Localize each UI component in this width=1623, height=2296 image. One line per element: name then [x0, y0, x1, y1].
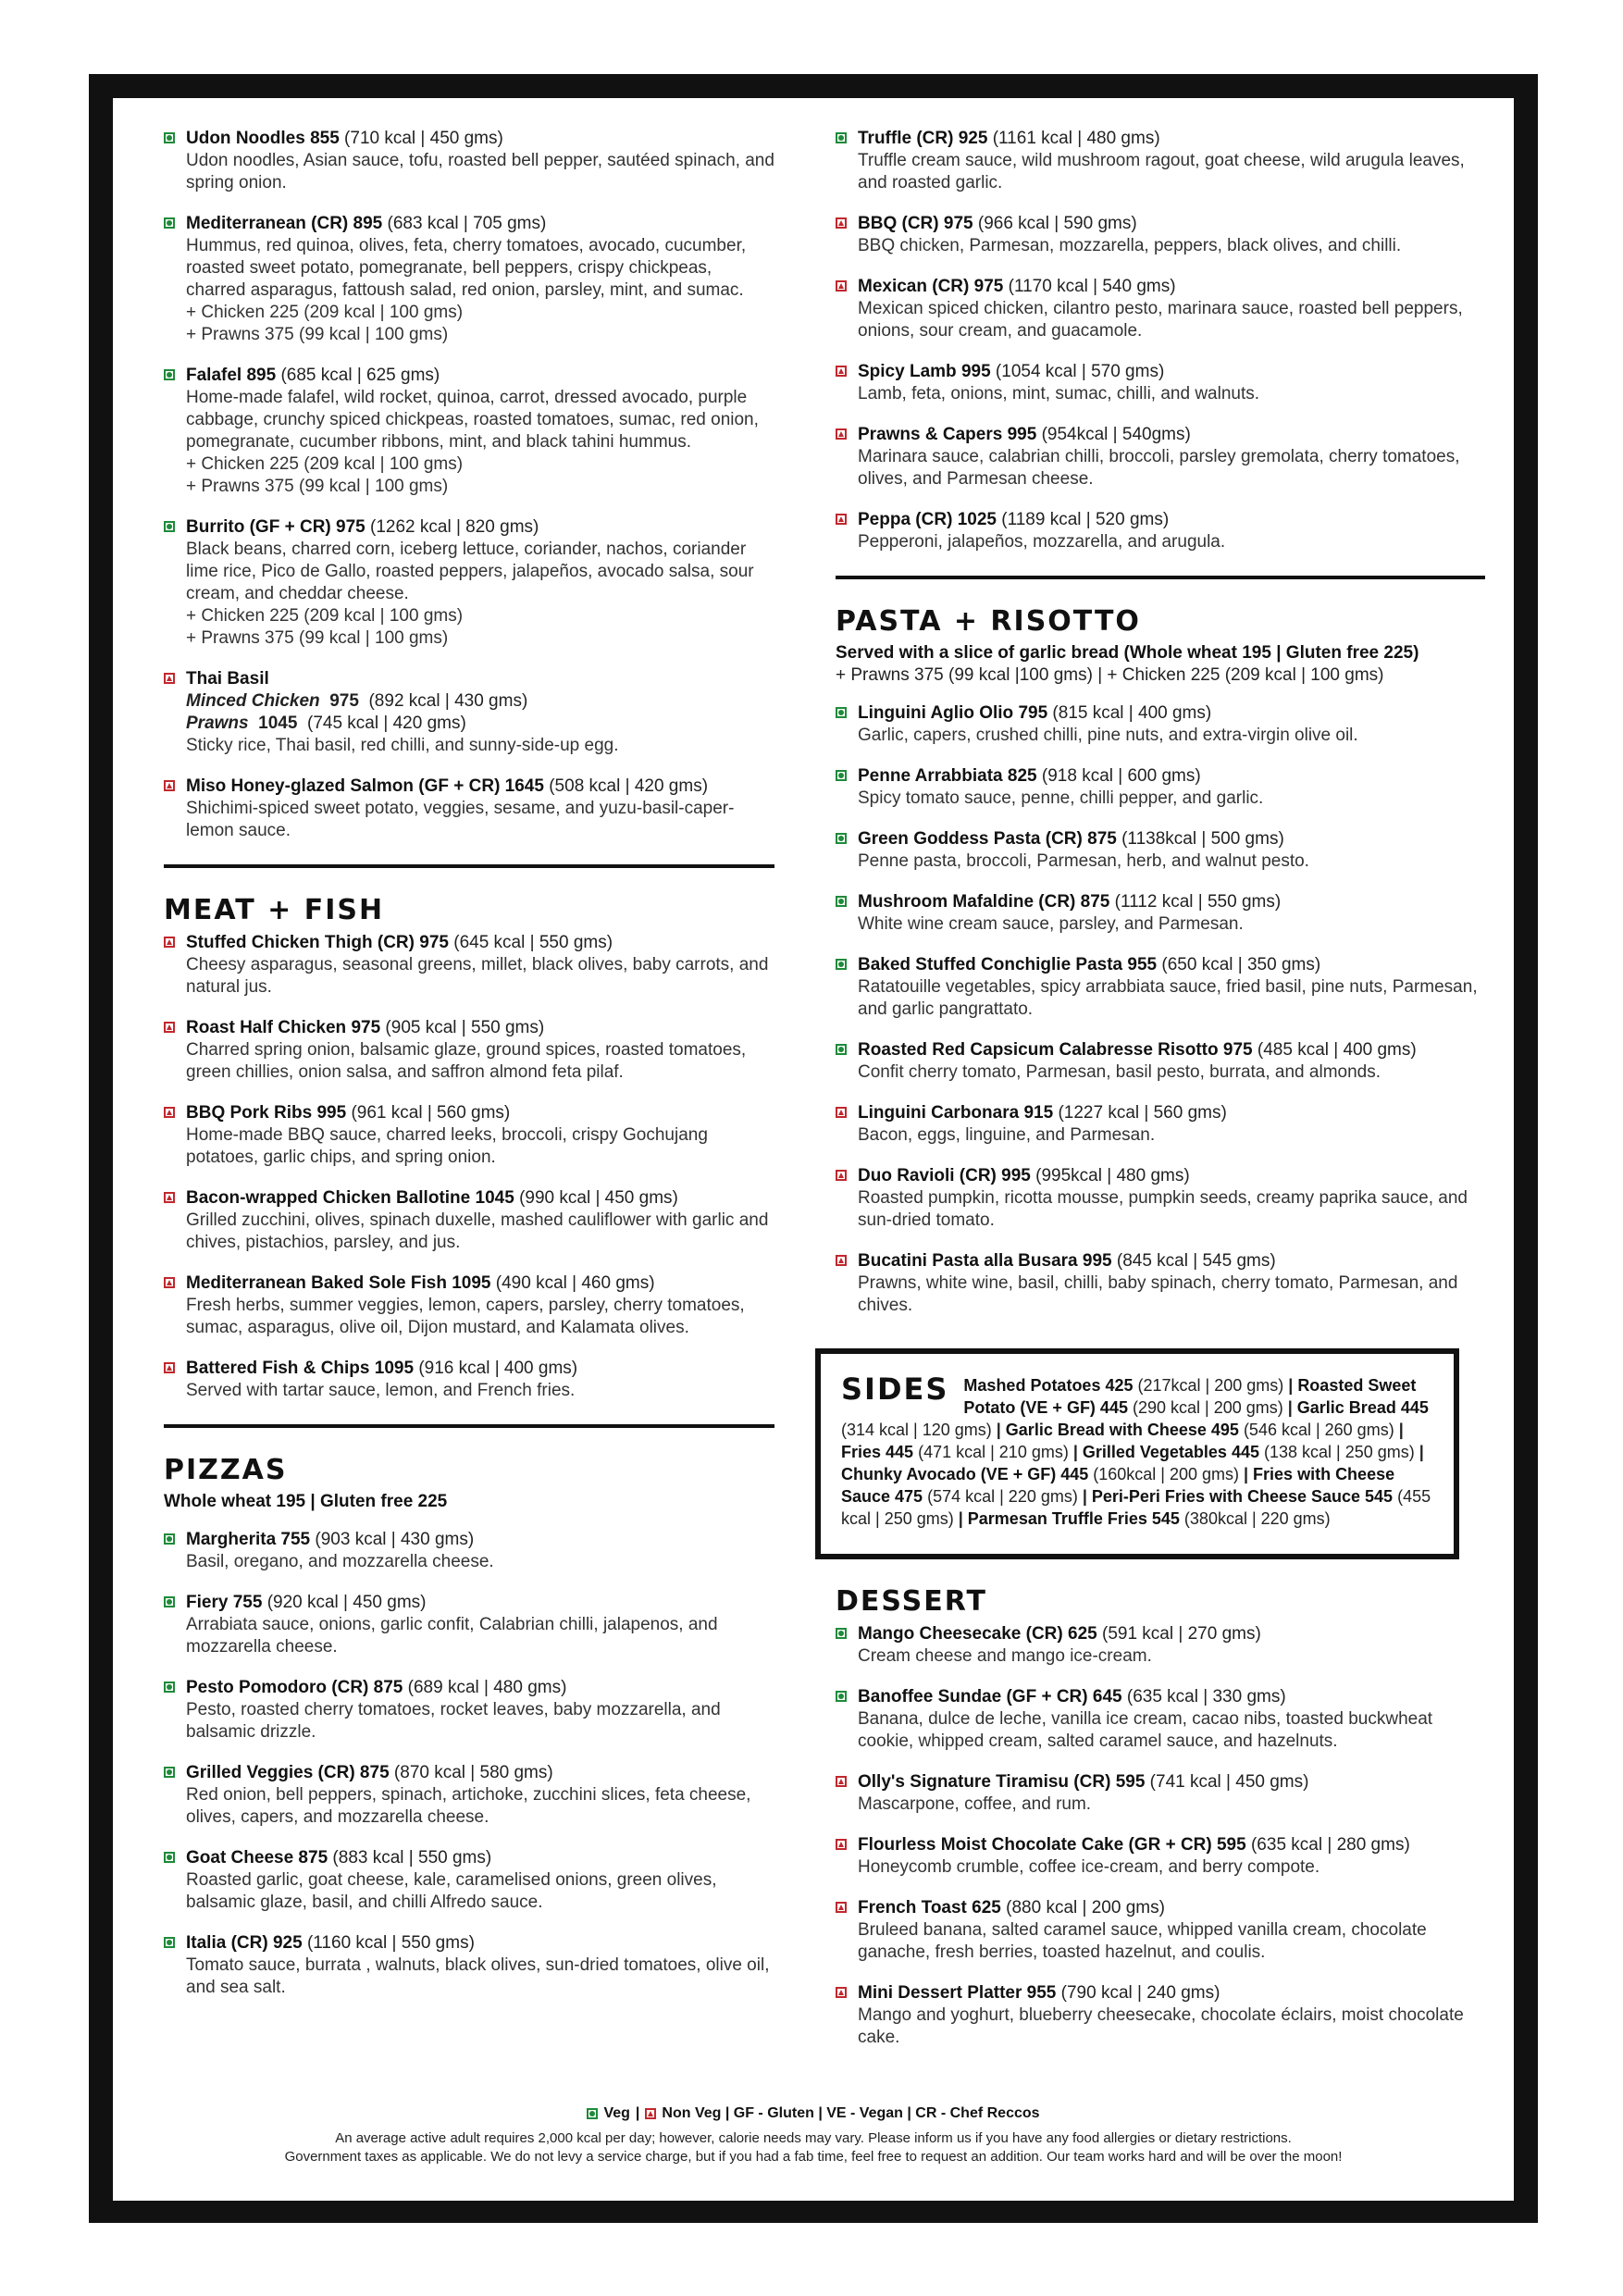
- left-column: [164, 128, 774, 2017]
- variant-name: Prawns: [186, 714, 249, 733]
- side-item-calories: (217kcal | 200 gms): [1137, 1376, 1284, 1395]
- side-item-name: Peri-Peri Fries with Cheese Sauce 545: [1091, 1487, 1394, 1506]
- side-item-name: Grilled Vegetables 445: [1082, 1443, 1259, 1461]
- side-item-calories: (455 kcal | 250 gms): [841, 1487, 1431, 1528]
- item-name: Baked Stuffed Conchiglie Pasta: [858, 955, 1123, 974]
- item-name: Bacon-wrapped Chicken Ballotine: [186, 1188, 471, 1208]
- non-veg-icon: [836, 1987, 847, 1998]
- menu-item: [836, 128, 1485, 194]
- item-name: Thai Basil: [186, 669, 269, 689]
- veg-icon: [164, 1596, 175, 1607]
- item-calories: (815 kcal | 400 gms): [1052, 703, 1212, 723]
- item-description: Garlic, capers, crushed chilli, pine nuts, and extra-virgin olive oil.: [858, 726, 1358, 745]
- item-description: Home-made falafel, wild rocket, quinoa, carrot, dressed avocado, purple cabbage, crunchy spiced chickpeas, roasted tomatoes, sumac, red onion, pomegranate, cucumber ribbons, mint, and black tahini hummus.: [186, 388, 759, 452]
- item-calories: (591 kcal | 270 gms): [1102, 1624, 1261, 1644]
- menu-item: [164, 1529, 774, 1573]
- item-price: 995: [960, 362, 991, 381]
- menu-item: [836, 828, 1485, 873]
- section-divider: [164, 1424, 774, 1428]
- legend-rest: Non Veg | GF - Gluten | VE - Vegan | CR - Chef Reccos: [662, 2105, 1040, 2121]
- side-item-calories: (574 kcal | 220 gms): [927, 1487, 1078, 1506]
- item-price: 825: [1007, 766, 1037, 786]
- side-item-name: Parmesan Truffle Fries 545: [967, 1509, 1180, 1528]
- menu-item: [836, 1834, 1485, 1879]
- veg-icon: [164, 217, 175, 229]
- item-description: Arrabiata sauce, onions, garlic confit, Calabrian chilli, jalapenos, and mozzarella cheese.: [186, 1615, 718, 1657]
- menu-item: [164, 932, 774, 999]
- item-price: 855: [310, 129, 340, 148]
- side-item-name: Garlic Bread 445: [1296, 1398, 1429, 1417]
- variant-name: Minced Chicken: [186, 691, 320, 711]
- menu-item: [836, 891, 1485, 936]
- item-name: Peppa (CR): [858, 510, 953, 529]
- item-name: BBQ (CR): [858, 214, 939, 233]
- item-name: Grilled Veggies (CR) 875: [186, 1763, 390, 1782]
- veg-icon: [836, 896, 847, 907]
- item-name: Bucatini Pasta alla Busara: [858, 1251, 1078, 1271]
- item-calories: (1112 kcal | 550 gms): [1114, 892, 1282, 912]
- item-description: Udon noodles, Asian sauce, tofu, roasted bell pepper, sautéed spinach, and spring onion.: [186, 151, 774, 192]
- item-description: Mascarpone, coffee, and rum.: [858, 1794, 1092, 1814]
- item-calories: (490 kcal | 460 gms): [495, 1273, 655, 1293]
- non-veg-icon: [836, 1107, 847, 1118]
- item-calories: (689 kcal | 480 gms): [407, 1678, 567, 1697]
- item-name: Duo Ravioli (CR): [858, 1166, 997, 1185]
- item-calories: (916 kcal | 400 gms): [418, 1359, 578, 1378]
- veg-icon: [587, 2108, 598, 2119]
- item-calories: (954kcal | 540gms): [1041, 425, 1191, 444]
- veg-icon: [164, 1682, 175, 1693]
- item-name: Mediterranean Baked Sole Fish: [186, 1273, 447, 1293]
- veg-icon: [836, 707, 847, 718]
- side-item-name: Garlic Bread with Cheese 495: [1005, 1421, 1239, 1439]
- variant-meta: (892 kcal | 430 gms): [368, 691, 528, 711]
- variant-price: 975: [329, 691, 359, 711]
- item-price: 925: [272, 1933, 303, 1953]
- item-price: 875: [1087, 829, 1117, 849]
- section-heading-dessert: DESSERT: [836, 1585, 987, 1618]
- side-item-calories: (314 kcal | 120 gms): [841, 1421, 992, 1439]
- item-description: Cream cheese and mango ice-cream.: [858, 1646, 1152, 1666]
- item-price: 1095: [452, 1273, 491, 1293]
- item-calories: (1189 kcal | 520 gms): [1001, 510, 1170, 529]
- menu-item: [164, 1592, 774, 1658]
- veg-icon: [836, 770, 847, 781]
- item-name: Margherita: [186, 1530, 277, 1549]
- item-description: Honeycomb crumble, coffee ice-cream, and berry compote.: [858, 1857, 1320, 1877]
- item-calories: (683 kcal | 705 gms): [387, 214, 547, 233]
- veg-icon: [836, 833, 847, 844]
- item-price: 975: [973, 277, 1004, 296]
- side-item-calories: (546 kcal | 260 gms): [1243, 1421, 1394, 1439]
- item-name: French Toast: [858, 1898, 967, 1917]
- item-description: Penne pasta, broccoli, Parmesan, herb, and walnut pesto.: [858, 851, 1309, 871]
- side-item-name: Mashed Potatoes 425: [963, 1376, 1134, 1395]
- item-price: 645: [1092, 1687, 1122, 1706]
- item-calories: (905 kcal | 550 gms): [385, 1018, 545, 1037]
- item-name: Pesto Pomodoro (CR): [186, 1678, 369, 1697]
- item-price: 1095: [374, 1359, 415, 1378]
- menu-item: [836, 509, 1485, 553]
- item-name: Goat Cheese 875: [186, 1848, 328, 1868]
- item-calories: (1054 kcal | 570 gms): [995, 362, 1165, 381]
- side-item-calories: (471 kcal | 210 gms): [918, 1443, 1069, 1461]
- menu-item: [164, 365, 774, 498]
- legend-veg: Veg: [603, 2105, 630, 2121]
- item-name: Udon Noodles: [186, 129, 305, 148]
- menu-item: [164, 668, 774, 757]
- side-item-calories: (290 kcal | 200 gms): [1132, 1398, 1283, 1417]
- item-description: Tomato sauce, burrata , walnuts, black olives, sun-dried tomatoes, olive oil, and sea salt.: [186, 1955, 770, 1997]
- item-calories: (710 kcal | 450 gms): [344, 129, 503, 148]
- item-calories: (966 kcal | 590 gms): [977, 214, 1137, 233]
- section-divider: [836, 576, 1485, 579]
- item-calories: (1138kcal | 500 gms): [1121, 829, 1284, 849]
- item-name: Mexican (CR): [858, 277, 970, 296]
- side-item-calories: (160kcal | 200 gms): [1093, 1465, 1239, 1483]
- item-price: 975: [336, 517, 365, 537]
- variant-price: 1045: [258, 714, 298, 733]
- item-name: Roasted Red Capsicum Calabresse Risotto: [858, 1040, 1219, 1060]
- menu-item: [164, 1017, 774, 1084]
- item-name: Flourless Moist Chocolate Cake (GR + CR) 595: [858, 1835, 1246, 1855]
- non-veg-icon: [164, 1362, 175, 1373]
- item-name: Prawns & Capers: [858, 425, 1003, 444]
- item-description: Marinara sauce, calabrian chilli, broccoli, parsley gremolata, cherry tomatoes, olives, and Parmesan cheese.: [858, 447, 1460, 489]
- item-description: Black beans, charred corn, iceberg lettuce, coriander, nachos, coriander lime rice, Pico de Gallo, roasted peppers, jalapeños, avocado salsa, sour cream, and cheddar cheese.: [186, 540, 754, 603]
- non-veg-icon: [164, 1277, 175, 1288]
- non-veg-icon: [164, 937, 175, 948]
- item-calories: (883 kcal | 550 gms): [332, 1848, 492, 1868]
- menu-item: [836, 276, 1485, 342]
- menu-item: [164, 1187, 774, 1254]
- item-calories: (870 kcal | 580 gms): [393, 1763, 553, 1782]
- item-description: Hummus, red quinoa, olives, feta, cherry tomatoes, avocado, cucumber, roasted sweet potato, pomegranate, bell peppers, crispy chickpeas, charred asparagus, fattoush salad, red onion, parsley, mint, and sumac.: [186, 236, 747, 300]
- menu-item: [836, 1039, 1485, 1084]
- veg-icon: [164, 1852, 175, 1863]
- item-calories: (1160 kcal | 550 gms): [306, 1933, 475, 1953]
- item-calories: (990 kcal | 450 gms): [519, 1188, 678, 1208]
- item-calories: (1227 kcal | 560 gms): [1058, 1103, 1227, 1123]
- non-veg-icon: [836, 280, 847, 292]
- menu-item: [164, 776, 774, 842]
- non-veg-icon: [164, 780, 175, 791]
- item-price: 975: [943, 214, 973, 233]
- item-name: Penne Arrabbiata: [858, 766, 1003, 786]
- menu-item: [836, 424, 1485, 490]
- item-name: Banoffee Sundae (GF + CR): [858, 1687, 1088, 1706]
- menu-item: [164, 128, 774, 194]
- item-calories: (685 kcal | 625 gms): [280, 366, 440, 385]
- item-calories: (918 kcal | 600 gms): [1041, 766, 1201, 786]
- veg-icon: [164, 1533, 175, 1545]
- section-heading-pizzas: PIZZAS: [164, 1454, 288, 1486]
- menu-item: [836, 954, 1485, 1021]
- item-description: Cheesy asparagus, seasonal greens, millet, black olives, baby carrots, and natural jus.: [186, 955, 769, 997]
- non-veg-icon: [836, 514, 847, 525]
- item-name: Mango Cheesecake (CR) 625: [858, 1624, 1097, 1644]
- veg-icon: [164, 521, 175, 532]
- item-calories: (961 kcal | 560 gms): [351, 1103, 511, 1123]
- item-price: 995: [1082, 1251, 1112, 1271]
- menu-item: [836, 1102, 1485, 1147]
- item-name: Stuffed Chicken Thigh (CR): [186, 933, 415, 952]
- item-calories: (1170 kcal | 540 gms): [1008, 277, 1176, 296]
- section-heading-meat: MEAT + FISH: [164, 894, 385, 926]
- side-item-name: Fries with Cheese Sauce 475: [841, 1465, 1395, 1506]
- item-price: 995: [1001, 1166, 1031, 1185]
- item-addon: + Chicken 225 (209 kcal | 100 gms): [186, 454, 464, 474]
- item-description: Truffle cream sauce, wild mushroom ragout, goat cheese, wild arugula leaves, and roasted garlic.: [858, 151, 1465, 192]
- sides-list: Mashed Potatoes 425 (217kcal | 200 gms) | Roasted Sweet Potato (VE + GF) 445 (290 kcal | 200 gms) | Garlic Bread 445 (314 kcal | 120 gms) | Garlic Bread with Cheese 495 (546 kcal | 260 gms) | Fries 445 (471 kcal | 210 gms) | Grilled Vegetables 445 (138 kcal | 250 gms) | Chunky Avocado (VE + GF) 445 (160kcal | 200 gms) | Fries with Cheese Sauce 475 (574 kcal | 220 gms) | Peri-Peri Fries with Cheese Sauce 545 (455 kcal | 250 gms) | Parmesan Truffle Fries 545 (380kcal | 220 gms): [841, 1376, 1431, 1528]
- item-calories: (790 kcal | 240 gms): [1060, 1983, 1220, 2003]
- item-price: 895: [353, 214, 383, 233]
- item-calories: (635 kcal | 280 gms): [1250, 1835, 1410, 1855]
- item-name: Linguini Carbonara: [858, 1103, 1020, 1123]
- item-name: Olly's Signature Tiramisu (CR): [858, 1772, 1111, 1792]
- item-price: 595: [1115, 1772, 1146, 1792]
- item-name: Mushroom Mafaldine (CR) 875: [858, 892, 1110, 912]
- menu-item: [836, 213, 1485, 257]
- menu-item: [164, 516, 774, 650]
- menu-item: [164, 1847, 774, 1914]
- item-description: Mango and yoghurt, blueberry cheesecake, chocolate éclairs, moist chocolate cake.: [858, 2005, 1464, 2047]
- menu-item: [836, 1982, 1485, 2049]
- item-addon: + Prawns 375 (99 kcal | 100 gms): [186, 477, 449, 496]
- pizza-subheading: Whole wheat 195 | Gluten free 225: [164, 1492, 448, 1511]
- non-veg-icon: [836, 1170, 847, 1181]
- item-price: 915: [1023, 1103, 1054, 1123]
- side-item-name: Roasted Sweet Potato (VE + GF) 445: [963, 1376, 1417, 1417]
- section-heading-sides: SIDES: [841, 1371, 949, 1407]
- item-name: Battered Fish & Chips: [186, 1359, 370, 1378]
- item-calories: (1262 kcal | 820 gms): [370, 517, 539, 537]
- item-calories: (1161 kcal | 480 gms): [992, 129, 1160, 148]
- item-price: 625: [972, 1898, 1001, 1917]
- item-price: 975: [351, 1018, 381, 1037]
- veg-icon: [164, 1767, 175, 1778]
- item-name: Miso Honey-glazed Salmon (GF + CR) 1645: [186, 776, 544, 796]
- item-description: Mexican spiced chicken, cilantro pesto, marinara sauce, roasted bell peppers, onions, sour cream, and guacamole.: [858, 299, 1463, 341]
- item-calories: (880 kcal | 200 gms): [1006, 1898, 1165, 1917]
- non-veg-icon: [836, 1776, 847, 1787]
- side-item-name: Fries 445: [841, 1443, 914, 1461]
- item-price: 755: [280, 1530, 311, 1549]
- item-name: BBQ Pork Ribs: [186, 1103, 313, 1123]
- item-description: Banana, dulce de leche, vanilla ice cream, cacao nibs, toasted buckwheat cookie, whipped cream, salted caramel sauce, and hazelnuts.: [858, 1709, 1433, 1751]
- menu-item: [836, 1686, 1485, 1753]
- item-price: 975: [1222, 1040, 1253, 1060]
- item-calories: (508 kcal | 420 gms): [549, 776, 709, 796]
- non-veg-icon: [164, 1107, 175, 1118]
- item-price: 755: [232, 1593, 263, 1612]
- item-description: Red onion, bell peppers, spinach, artichoke, zucchini slices, feta cheese, olives, capers, and mozzarella cheese.: [186, 1785, 751, 1827]
- item-description: Fresh herbs, summer veggies, lemon, capers, parsley, cherry tomatoes, sumac, asparagus, olive oil, Dijon mustard, and Kalamata olives.: [186, 1296, 745, 1337]
- veg-icon: [836, 1691, 847, 1702]
- item-description: Grilled zucchini, olives, spinach duxelle, mashed cauliflower with garlic and chives, pistachios, parsley, and jus.: [186, 1210, 769, 1252]
- item-name: Linguini Aglio Olio: [858, 703, 1014, 723]
- menu-item: [164, 1272, 774, 1339]
- item-price: 795: [1018, 703, 1048, 723]
- calorie-note: An average active adult requires 2,000 kcal per day; however, calorie needs may vary. Please inform us if you have any food allergies or dietary restrictions.: [335, 2130, 1292, 2146]
- item-price: 1025: [957, 510, 997, 529]
- non-veg-icon: [164, 1192, 175, 1203]
- variant-meta: (745 kcal | 420 gms): [307, 714, 466, 733]
- item-description: Charred spring onion, balsamic glaze, ground spices, roasted tomatoes, green chillies, onion salsa, and saffron almond feta pilaf.: [186, 1040, 747, 1082]
- pasta-addons: + Prawns 375 (99 kcal |100 gms) | + Chicken 225 (209 kcal | 100 gms): [836, 665, 1384, 685]
- item-price: 995: [1007, 425, 1037, 444]
- menu-item: [836, 1771, 1485, 1816]
- sides-box: [815, 1348, 1459, 1559]
- item-description: Spicy tomato sauce, penne, chilli pepper, and garlic.: [858, 788, 1264, 808]
- item-name: Truffle (CR): [858, 129, 954, 148]
- non-veg-icon: [645, 2108, 656, 2119]
- item-description: Served with tartar sauce, lemon, and French fries.: [186, 1381, 576, 1400]
- menu-item: [836, 1165, 1485, 1232]
- legend: Veg | Non Veg | GF - Gluten | VE - Vegan | CR - Chef Reccos: [113, 2105, 1514, 2122]
- right-column: [836, 128, 1485, 2067]
- item-addon: + Prawns 375 (99 kcal | 100 gms): [186, 325, 449, 344]
- non-veg-icon: [836, 1902, 847, 1913]
- item-description: Bacon, eggs, linguine, and Parmesan.: [858, 1125, 1156, 1145]
- item-description: Bruleed banana, salted caramel sauce, whipped vanilla cream, chocolate ganache, fresh berries, toasted hazelnut, and coulis.: [858, 1920, 1427, 1962]
- item-description: Shichimi-spiced sweet potato, veggies, sesame, and yuzu-basil-caper-lemon sauce.: [186, 799, 735, 840]
- section-divider: [164, 864, 774, 868]
- item-description: Pepperoni, jalapeños, mozzarella, and arugula.: [858, 532, 1226, 552]
- item-name: Roast Half Chicken: [186, 1018, 347, 1037]
- non-veg-icon: [836, 1255, 847, 1266]
- side-item-calories: (138 kcal | 250 gms): [1264, 1443, 1415, 1461]
- item-calories: (920 kcal | 450 gms): [266, 1593, 427, 1612]
- menu-item: [164, 1358, 774, 1402]
- veg-icon: [164, 132, 175, 143]
- item-calories: (741 kcal | 450 gms): [1149, 1772, 1309, 1792]
- item-calories: (645 kcal | 550 gms): [453, 933, 613, 952]
- item-description: Sticky rice, Thai basil, red chilli, and sunny-side-up egg.: [186, 736, 619, 755]
- item-price: 975: [419, 933, 449, 952]
- menu-item: [164, 213, 774, 346]
- item-description: BBQ chicken, Parmesan, mozzarella, peppers, black olives, and chilli.: [858, 236, 1402, 255]
- item-name: Falafel 895: [186, 366, 277, 385]
- item-addon: + Chicken 225 (209 kcal | 100 gms): [186, 303, 464, 322]
- menu-item: [836, 765, 1485, 810]
- non-veg-icon: [836, 1839, 847, 1850]
- menu-item: [164, 1762, 774, 1829]
- menu-item: [836, 702, 1485, 747]
- item-addon: + Chicken 225 (209 kcal | 100 gms): [186, 606, 464, 626]
- non-veg-icon: [836, 428, 847, 440]
- item-calories: (845 kcal | 545 gms): [1116, 1251, 1276, 1271]
- item-description: Basil, oregano, and mozzarella cheese.: [186, 1552, 494, 1571]
- menu-item: [836, 1623, 1485, 1668]
- item-description: Ratatouille vegetables, spicy arrabbiata sauce, fried basil, pine nuts, Parmesan, and garlic pangrattato.: [858, 977, 1478, 1019]
- item-name: Mediterranean (CR): [186, 214, 349, 233]
- item-name: Burrito (GF + CR): [186, 517, 331, 537]
- menu-item: [164, 1932, 774, 1999]
- tax-note: Government taxes as applicable. We do not levy a service charge, but if you had a fab time, feel free to request an addition. Our team works hard and will be over the moon!: [284, 2149, 1343, 2165]
- item-description: Prawns, white wine, basil, chilli, baby spinach, cherry tomato, Parmesan, and chives.: [858, 1273, 1458, 1315]
- item-price: 925: [958, 129, 988, 148]
- menu-item: [836, 1250, 1485, 1317]
- veg-icon: [164, 1937, 175, 1948]
- pasta-subheading: Served with a slice of garlic bread (Whole wheat 195 | Gluten free 225): [836, 643, 1419, 663]
- item-description: Roasted pumpkin, ricotta mousse, pumpkin seeds, creamy paprika sauce, and sun-dried tomato.: [858, 1188, 1468, 1230]
- veg-icon: [164, 369, 175, 380]
- footer: [113, 2105, 1514, 2166]
- item-calories: (650 kcal | 350 gms): [1161, 955, 1321, 974]
- item-price: 995: [316, 1103, 347, 1123]
- item-addon: + Prawns 375 (99 kcal | 100 gms): [186, 628, 449, 648]
- item-name: Spicy Lamb: [858, 362, 957, 381]
- item-name: Mini Dessert Platter 955: [858, 1983, 1057, 2003]
- item-price: 955: [1127, 955, 1158, 974]
- menu-item: [164, 1677, 774, 1744]
- item-price: 875: [373, 1678, 403, 1697]
- section-heading-pasta: PASTA + RISOTTO: [836, 605, 1141, 638]
- item-calories: (635 kcal | 330 gms): [1126, 1687, 1286, 1706]
- item-name: Green Goddess Pasta (CR): [858, 829, 1083, 849]
- menu-item: [836, 1897, 1485, 1964]
- item-description: Confit cherry tomato, Parmesan, basil pesto, burrata, and almonds.: [858, 1062, 1381, 1082]
- side-item-name: Chunky Avocado (VE + GF) 445: [841, 1465, 1089, 1483]
- item-calories: (485 kcal | 400 gms): [1257, 1040, 1417, 1060]
- item-name: Italia (CR): [186, 1933, 268, 1953]
- item-description: White wine cream sauce, parsley, and Parmesan.: [858, 914, 1244, 934]
- item-calories: (995kcal | 480 gms): [1035, 1166, 1190, 1185]
- non-veg-icon: [836, 366, 847, 377]
- item-name: Fiery: [186, 1593, 229, 1612]
- item-description: Lamb, feta, onions, mint, sumac, chilli, and walnuts.: [858, 384, 1260, 403]
- veg-icon: [836, 1044, 847, 1055]
- veg-icon: [836, 959, 847, 970]
- non-veg-icon: [164, 1022, 175, 1033]
- non-veg-icon: [164, 673, 175, 684]
- veg-icon: [836, 1628, 847, 1639]
- side-item-calories: (380kcal | 220 gms): [1183, 1509, 1331, 1528]
- item-price: 1045: [475, 1188, 514, 1208]
- veg-icon: [836, 132, 847, 143]
- item-calories: (903 kcal | 430 gms): [315, 1530, 475, 1549]
- item-description: Home-made BBQ sauce, charred leeks, broccoli, crispy Gochujang potatoes, garlic chips, and spring onion.: [186, 1125, 708, 1167]
- menu-item: [164, 1102, 774, 1169]
- item-description: Pesto, roasted cherry tomatoes, rocket leaves, baby mozzarella, and balsamic drizzle.: [186, 1700, 721, 1742]
- item-description: Roasted garlic, goat cheese, kale, caramelised onions, green olives, balsamic glaze, basil, and chilli Alfredo sauce.: [186, 1870, 717, 1912]
- menu-item: [836, 361, 1485, 405]
- non-veg-icon: [836, 217, 847, 229]
